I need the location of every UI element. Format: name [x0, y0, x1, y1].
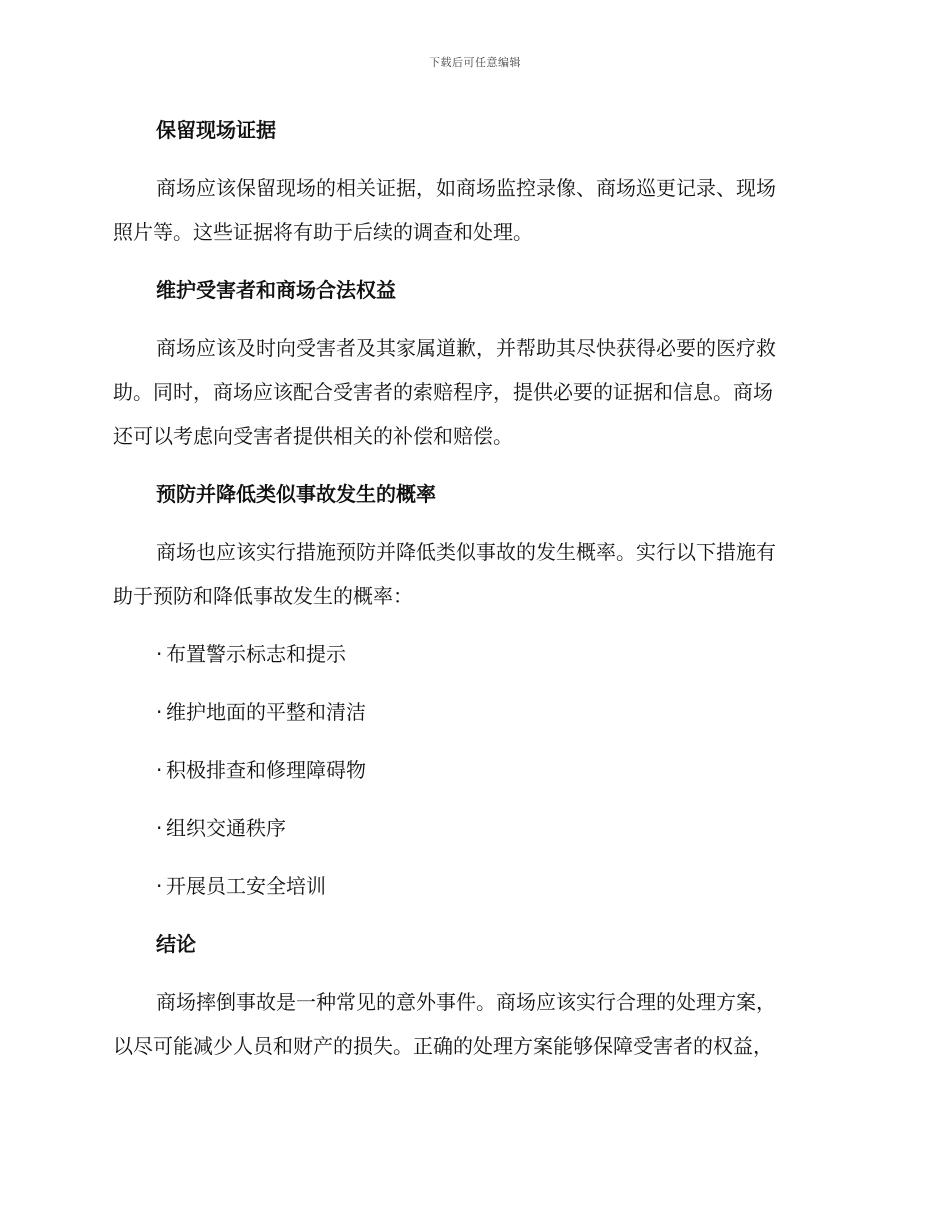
list-item-text: 积极排查和修理障碍物 — [166, 758, 366, 782]
section-heading-evidence: 保留现场证据 — [156, 118, 276, 142]
section-rights — [113, 268, 833, 458]
bullet-icon: · — [156, 874, 163, 898]
list-item — [113, 748, 833, 792]
document-body — [113, 108, 833, 1068]
paragraph-line: 商场摔倒事故是一种常见的意外事件。商场应该实行合理的处理方案， — [156, 990, 776, 1014]
paragraph-line: 照片等。这些证据将有助于后续的调查和处理。 — [113, 220, 533, 244]
bullet-icon: · — [156, 816, 163, 840]
list-item-text: 开展员工安全培训 — [166, 874, 326, 898]
paragraph-line: 商场应该保留现场的相关证据，如商场监控录像、商场巡更记录、现场 — [156, 176, 776, 200]
section-evidence — [113, 108, 833, 254]
paragraph-line: 以尽可能减少人员和财产的损失。正确的处理方案能够保障受害者的权益， — [113, 1034, 773, 1058]
section-conclusion — [113, 922, 833, 1068]
bullet-icon: · — [156, 642, 163, 666]
paragraph-line: 助于预防和降低事故发生的概率： — [113, 584, 413, 608]
paragraph-line: 商场也应该实行措施预防并降低类似事故的发生概率。实行以下措施有 — [156, 540, 776, 564]
list-item — [113, 864, 833, 908]
section-prevention — [113, 472, 833, 908]
list-item-text: 布置警示标志和提示 — [166, 642, 346, 666]
list-item — [113, 632, 833, 676]
paragraph-line: 商场应该及时向受害者及其家属道歉，并帮助其尽快获得必要的医疗救 — [156, 336, 776, 360]
section-heading-rights: 维护受害者和商场合法权益 — [156, 278, 396, 302]
list-item — [113, 806, 833, 850]
section-heading-prevention: 预防并降低类似事故发生的概率 — [156, 482, 436, 506]
section-heading-conclusion: 结论 — [156, 932, 196, 956]
header-note: 下载后可任意编辑 — [429, 56, 521, 69]
bullet-icon: · — [156, 700, 163, 724]
paragraph-line: 助。同时，商场应该配合受害者的索赔程序，提供必要的证据和信息。商场 — [113, 380, 773, 404]
list-item-text: 维护地面的平整和清洁 — [166, 700, 366, 724]
list-item — [113, 690, 833, 734]
paragraph-line: 还可以考虑向受害者提供相关的补偿和赔偿。 — [113, 424, 513, 448]
bullet-icon: · — [156, 758, 163, 782]
list-item-text: 组织交通秩序 — [166, 816, 286, 840]
